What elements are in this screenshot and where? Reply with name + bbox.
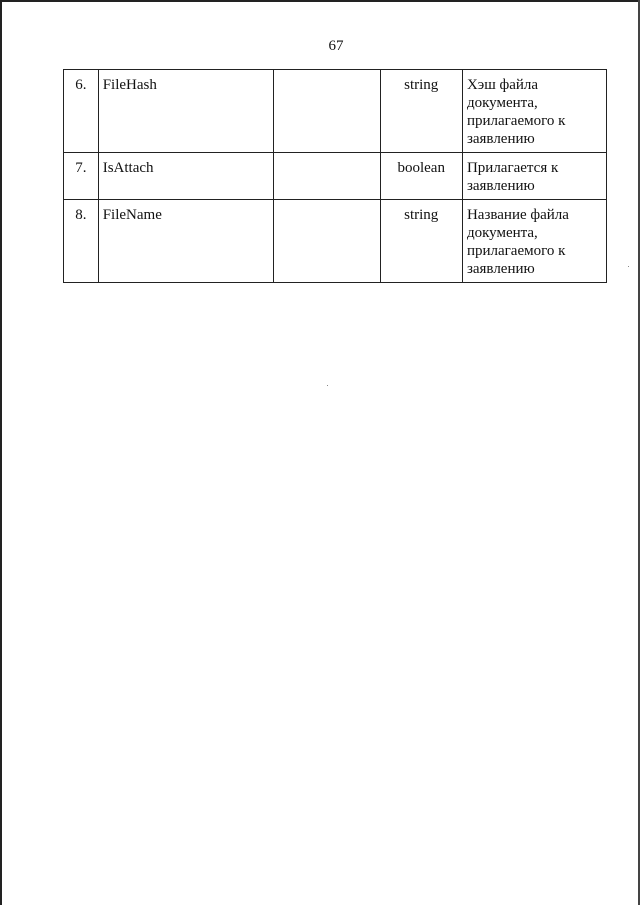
empty-cell: [273, 70, 380, 153]
row-number: 6.: [64, 70, 99, 153]
field-name: FileName: [98, 200, 273, 283]
scan-edge-top: [0, 0, 640, 2]
scan-edge-left: [0, 0, 2, 905]
table-row: [64, 153, 607, 200]
empty-cell: [273, 153, 380, 200]
field-type: string: [380, 70, 462, 153]
row-number: 8.: [64, 200, 99, 283]
field-name: FileHash: [98, 70, 273, 153]
field-description: Хэш файла документа, прилагаемого к заявлению: [462, 70, 606, 153]
empty-cell: [273, 200, 380, 283]
field-type: boolean: [380, 153, 462, 200]
row-number: 7.: [64, 153, 99, 200]
scan-speck: [628, 266, 629, 267]
table-row: [64, 200, 607, 283]
field-name: IsAttach: [98, 153, 273, 200]
field-description: Прилагается к заявлению: [462, 153, 606, 200]
page-number: 67: [328, 38, 344, 54]
field-description: Название файла документа, прилагаемого к заявлению: [462, 200, 606, 283]
scan-speck: [327, 385, 328, 386]
field-type: string: [380, 200, 462, 283]
table-row: [64, 70, 607, 153]
fields-table: [63, 69, 607, 283]
